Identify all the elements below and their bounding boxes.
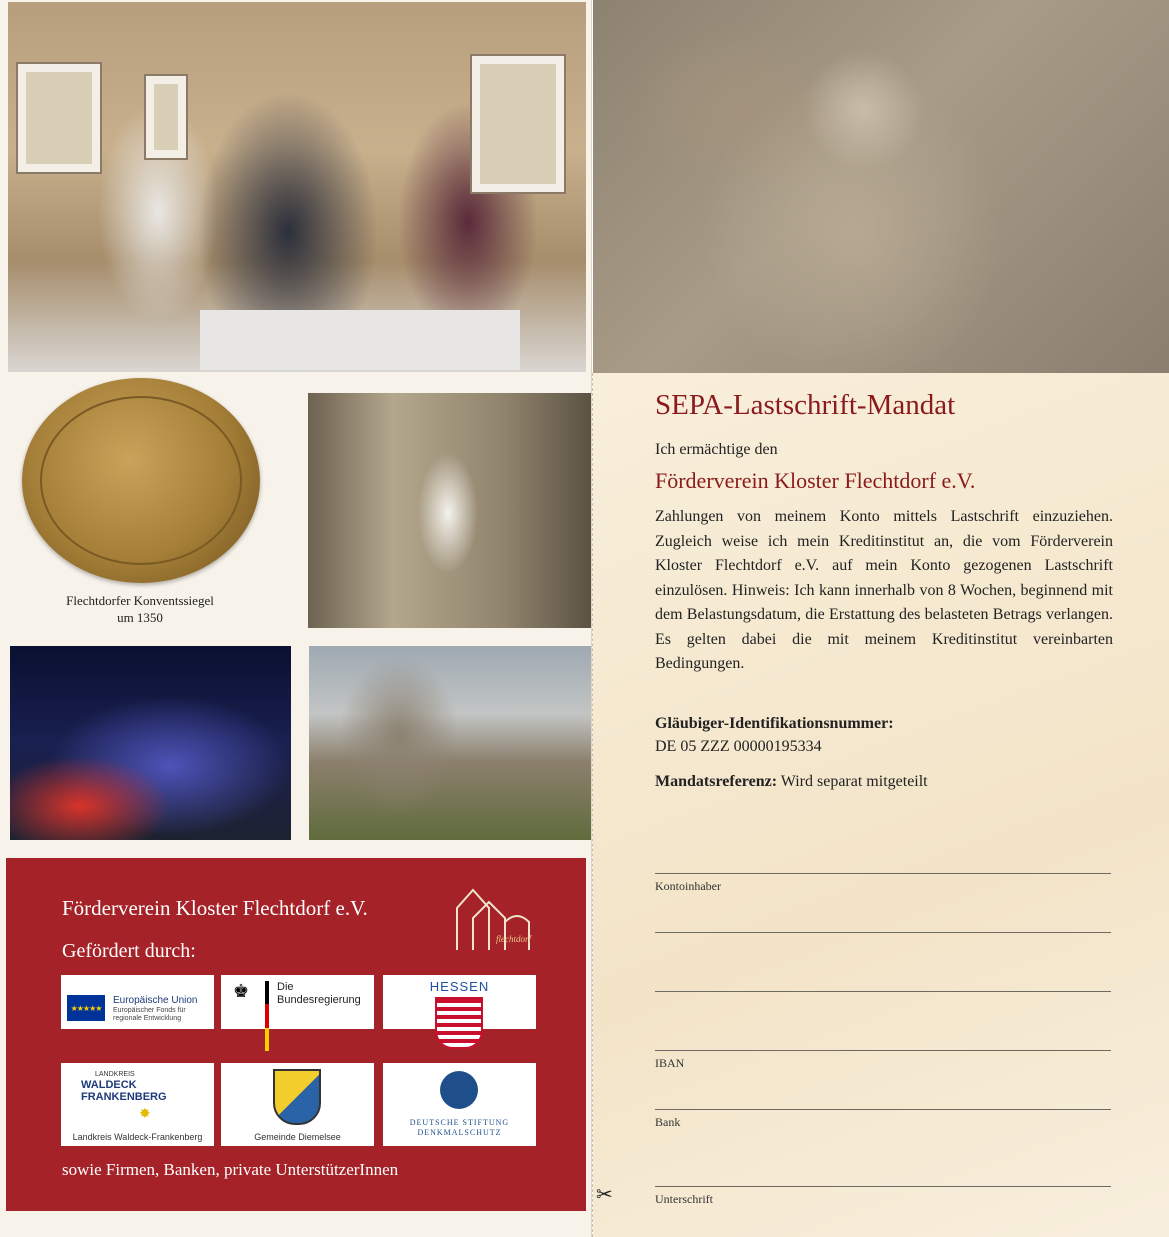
denkmalschutz-logo: DEUTSCHE STIFTUNG DENKMALSCHUTZ	[383, 1063, 536, 1146]
signature-field[interactable]	[655, 1186, 1111, 1187]
cloister-corridor-photo	[308, 393, 591, 628]
sepa-intro: Ich ermächtige den	[655, 441, 778, 458]
creditor-name: Förderverein Kloster Flechtdorf e.V.	[655, 468, 976, 493]
signature-label: Unterschrift	[655, 1192, 713, 1206]
mandate-text: Zahlungen von meinem Konto mittels Lastschrift einzuziehen. Zugleich weise ich mein Kreditinstitut an, die vom Förderverein Kloster Flechtdorf e.V. auf mein Konto gezogenen Lastschrift einzulösen. Hinweis: Ich kann innerhalb von 8 Wochen, beginnend mit dem Belastungsdatum, die Erstattung des belasteten Betrags verlangen. Es gelten dabei die mit meinem Kreditinstitut vereinbarten Bedingungen.	[655, 508, 1113, 672]
convent-seal-photo	[22, 378, 260, 583]
kontoinhaber-line-2[interactable]	[655, 932, 1111, 933]
eagle-icon: ♚	[233, 981, 250, 1001]
hessen-shield-icon	[435, 997, 483, 1049]
kontoinhaber-field[interactable]	[655, 873, 1111, 874]
denkmalschutz-emblem-icon	[440, 1071, 478, 1109]
german-flag-bar	[265, 981, 269, 1051]
night-event-photo	[10, 646, 291, 840]
bundesregierung-logo: ♚ Die Bundesregierung	[221, 975, 374, 1029]
framed-manuscript	[470, 54, 566, 194]
kloster-logo-text: flechtdorf	[496, 934, 531, 944]
kontoinhaber-line-3[interactable]	[655, 991, 1111, 992]
sponsor-footer: sowie Firmen, Banken, private UnterstützerInnen	[62, 1160, 399, 1179]
stone-relief-photo	[593, 0, 1169, 373]
iban-label: IBAN	[655, 1056, 685, 1070]
waldeck-frankenberg-logo: LANDKREIS WALDECK FRANKENBERG ✸ Landkreis Waldeck-Frankenberg	[61, 1063, 214, 1146]
bank-label: Bank	[655, 1115, 681, 1129]
kontoinhaber-label: Kontoinhaber	[655, 879, 721, 893]
diemelsee-shield-icon	[273, 1069, 321, 1125]
display-table	[200, 310, 520, 370]
iban-field[interactable]	[655, 1050, 1111, 1051]
sponsor-block	[6, 858, 586, 1211]
framed-manuscript	[16, 62, 102, 174]
creditor-id-label: Gläubiger-Identifikationsnummer:	[655, 715, 894, 732]
mandate-reference: Mandatsreferenz: Wird separat mitgeteilt	[655, 773, 928, 790]
kloster-logo-icon	[453, 878, 533, 958]
eu-logo: ★★★★★ Europäische Union Europäischer Fonds für regionale Entwicklung	[61, 975, 214, 1029]
eu-flag-icon: ★★★★★	[67, 995, 105, 1021]
creditor-id-value: DE 05 ZZZ 00000195334	[655, 738, 822, 755]
funded-by-heading: Gefördert durch:	[62, 940, 196, 962]
exhibition-photo	[8, 2, 586, 372]
bank-field[interactable]	[655, 1109, 1111, 1110]
framed-manuscript	[144, 74, 188, 160]
sepa-title: SEPA-Lastschrift-Mandat	[655, 389, 956, 421]
diemelsee-logo: Gemeinde Diemelsee	[221, 1063, 374, 1146]
association-name: Förderverein Kloster Flechtdorf e.V.	[62, 896, 368, 920]
star-icon: ✸	[139, 1105, 151, 1121]
hessen-logo: HESSEN	[383, 975, 536, 1029]
church-photo	[309, 646, 591, 840]
fold-line	[592, 373, 593, 1237]
seal-caption: Flechtdorfer Konventssiegel um 1350	[66, 593, 214, 625]
scissors-icon: ✂	[596, 1184, 613, 1206]
